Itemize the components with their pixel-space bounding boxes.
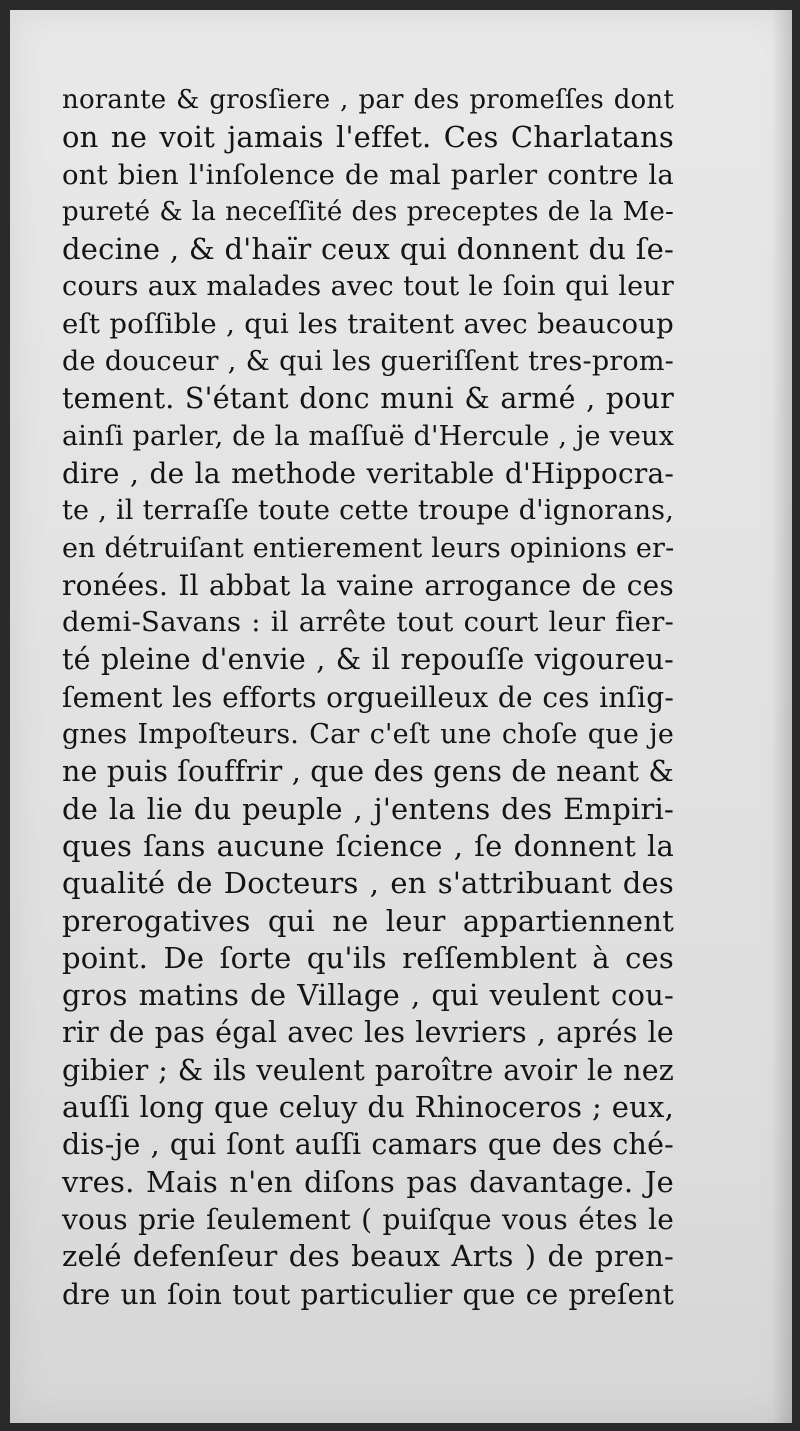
text-line: vres. Mais n'en diſons pas davantage. Je [62, 1164, 674, 1199]
text-line: gibier ; & ils veulent paroître avoir le nez [62, 1053, 674, 1087]
text-line: auſſi long que celuy du Rhinoceros ; eux, [62, 1090, 674, 1125]
text-line: gros matins de Village , qui veulent cou- [62, 978, 674, 1013]
body-text [62, 82, 674, 1313]
text-line: on ne voit jamais l'effet. Ces Charlatans [62, 120, 674, 155]
text-line: ques ſans aucune ſcience , ſe donnent la [62, 828, 674, 863]
text-line: demi-Savans : il arrête tout court leur fier- [62, 606, 674, 639]
text-line: norante & grosſiere , par des promeſſes dont [62, 85, 674, 115]
text-line: tement. S'étant donc muni & armé , pour [62, 382, 674, 416]
text-line: eſt poſſible , qui les traitent avec beaucoup [62, 307, 674, 340]
text-line: rir de pas égal avec les levriers , aprés le [62, 1016, 674, 1050]
text-line: qualité de Docteurs , en s'attribuant des [62, 866, 674, 901]
text-line: cours aux malades avec tout le ſoin qui leur [62, 271, 674, 303]
text-line: decine , & d'haïr ceux qui donnent du ſe- [62, 232, 674, 267]
text-line: te , il terraſſe toute cette troupe d'ignorans, [62, 495, 674, 527]
text-line: de la lie du peuple , j'entens des Empiri- [62, 791, 674, 826]
text-line: ſement les efforts orgueilleux de ces inſig- [62, 680, 674, 714]
text-line: pureté & la neceſſité des preceptes de la Me- [62, 196, 674, 227]
page-edge-shadow [772, 10, 792, 1423]
text-line: dre un ſoin tout particulier que ce preſent [62, 1277, 674, 1311]
text-line: ont bien l'inſolence de mal parler contre la [62, 158, 674, 191]
text-line: vous prie ſeulement ( puiſque vous étes le [62, 1202, 674, 1236]
book-page [10, 10, 792, 1423]
text-line: de douceur , & qui les gueriſſent tres-prom- [62, 346, 674, 378]
text-line: ronées. Il abbat la vaine arrogance de ces [62, 568, 674, 602]
text-line: zelé defenſeur des beaux Arts ) de pren- [62, 1239, 674, 1274]
text-line: prerogatives qui ne leur appartiennent [62, 903, 674, 938]
text-line: té pleine d'envie , & il repouſſe vigoureu- [62, 643, 674, 677]
text-line: ne puis ſouffrir , que des gens de neant & [62, 755, 674, 789]
text-line: dire , de la methode veritable d'Hippocra- [62, 456, 674, 490]
text-line: dis-je , qui ſont auſſi camars que des ché- [62, 1128, 674, 1162]
text-line: en détruiſant entierement leurs opinions er- [62, 532, 675, 564]
text-line: point. De ſorte qu'ils reſſemblent à ces [62, 940, 674, 975]
text-line: gnes Impoſteurs. Car c'eſt une choſe que je [62, 719, 674, 751]
text-line: ainſi parler, de la maſſuë d'Hercule , je veux [62, 420, 675, 452]
